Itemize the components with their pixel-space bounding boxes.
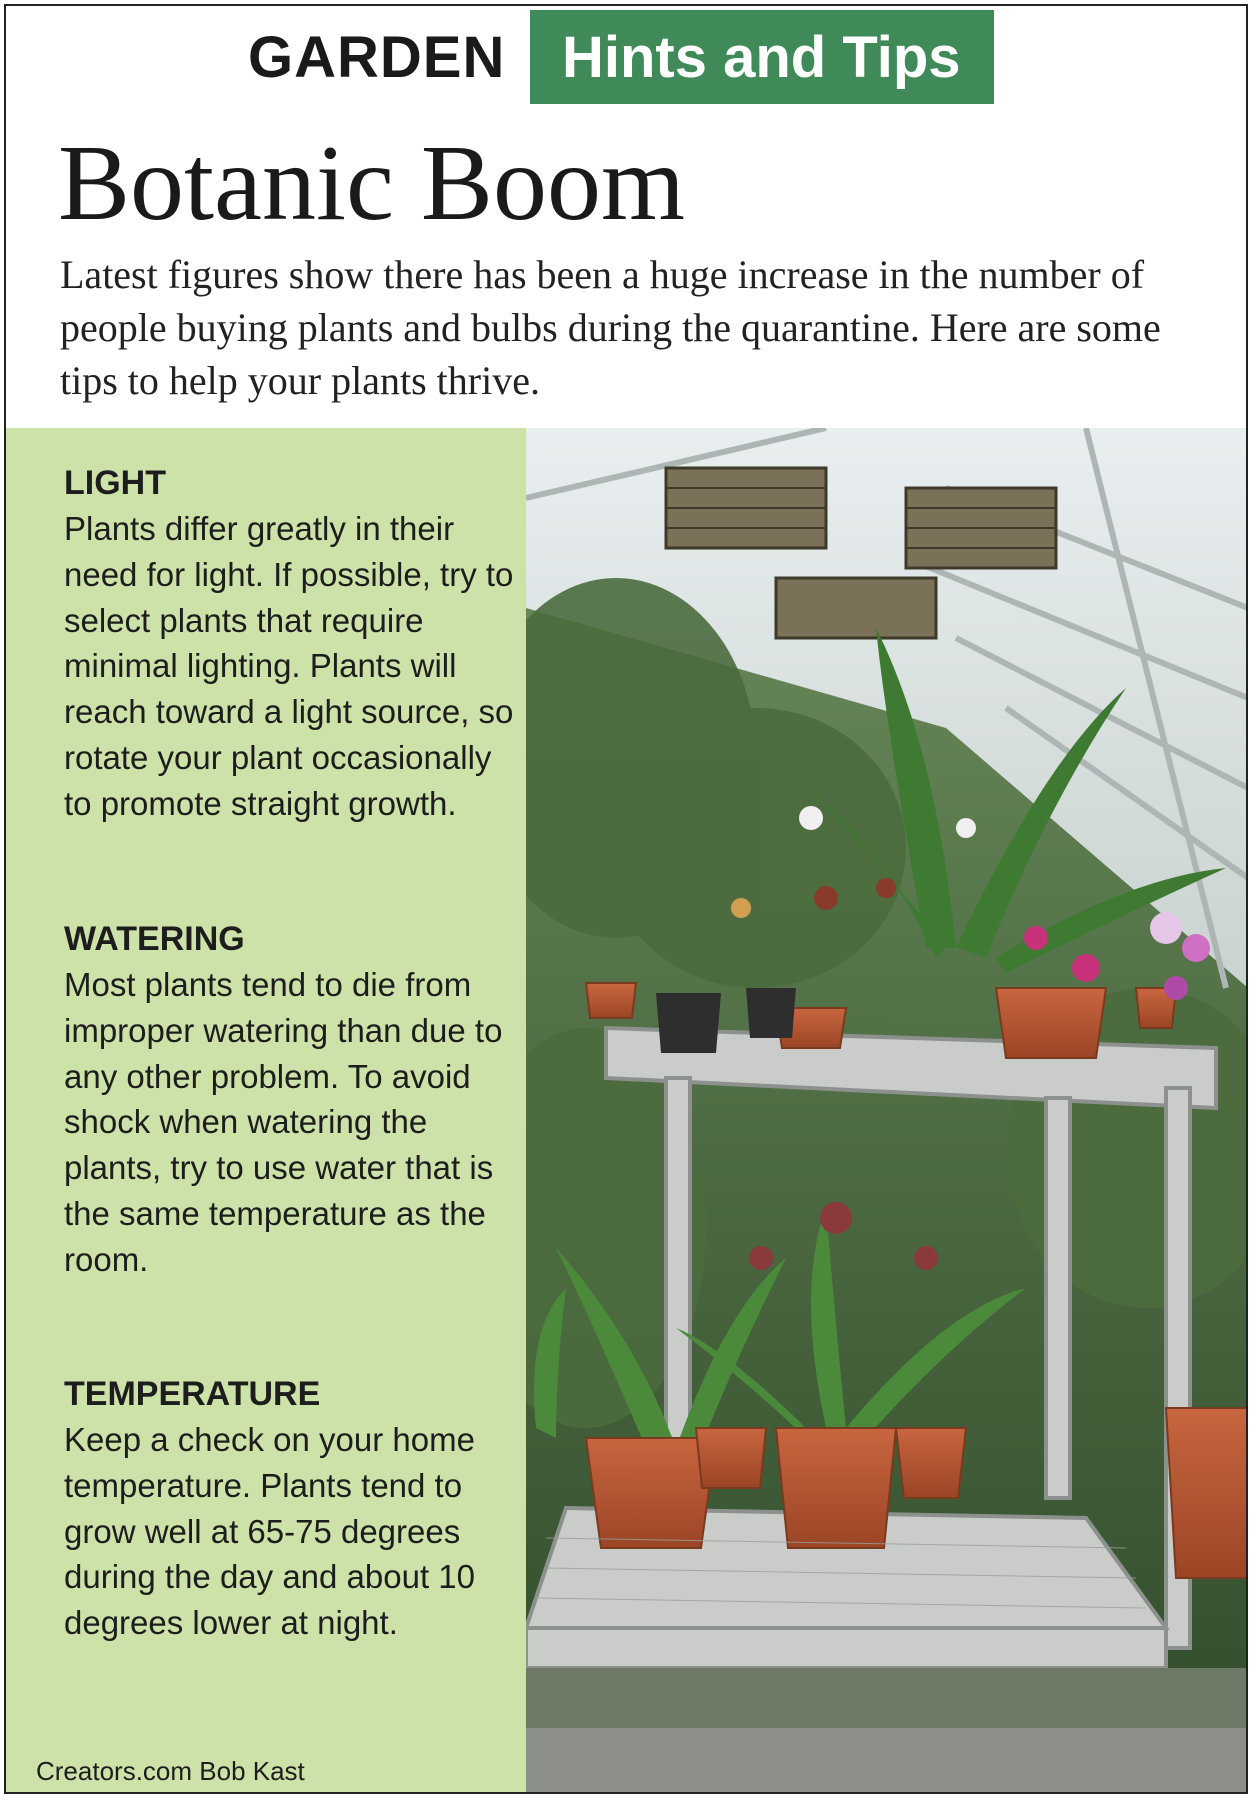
section-badge-label: Hints and Tips [562, 25, 961, 90]
greenhouse-orchids-photo [526, 428, 1248, 1794]
tip-body: Most plants tend to die from improper watering than due to any other problem. To avoid shock when watering the plants, try to use water that is the same temperature as the room. [64, 966, 503, 1278]
article-intro: Latest figures show there has been a huge increase in the number of people buying plants and bulbs during the quarantine. Here are some tips to help your plants thrive. [60, 252, 1161, 403]
header [6, 6, 1246, 426]
tip-temperature [64, 1371, 514, 1646]
article-card [4, 4, 1248, 1794]
article-title: Botanic Boom [58, 124, 685, 243]
tip-watering [64, 916, 514, 1283]
tip-body: Keep a check on your home temperature. Plants tend to grow well at 65-75 degrees during the day and about 10 degrees lower at night. [64, 1421, 476, 1642]
tips-column [6, 428, 526, 1794]
section-badge [530, 10, 994, 104]
photo-credit: Creators.com Bob Kast [36, 1756, 305, 1786]
tip-heading: TEMPERATURE [64, 1375, 321, 1413]
tip-body: Plants differ greatly in their need for light. If possible, try to select plants that require minimal lighting. Plants will reach toward a light source, so rotate your plant occasionally to promote straight growth. [64, 510, 514, 822]
section-kicker: GARDEN [248, 25, 506, 90]
tip-heading: LIGHT [64, 464, 166, 502]
tip-heading: WATERING [64, 920, 245, 958]
tip-light [64, 460, 514, 827]
